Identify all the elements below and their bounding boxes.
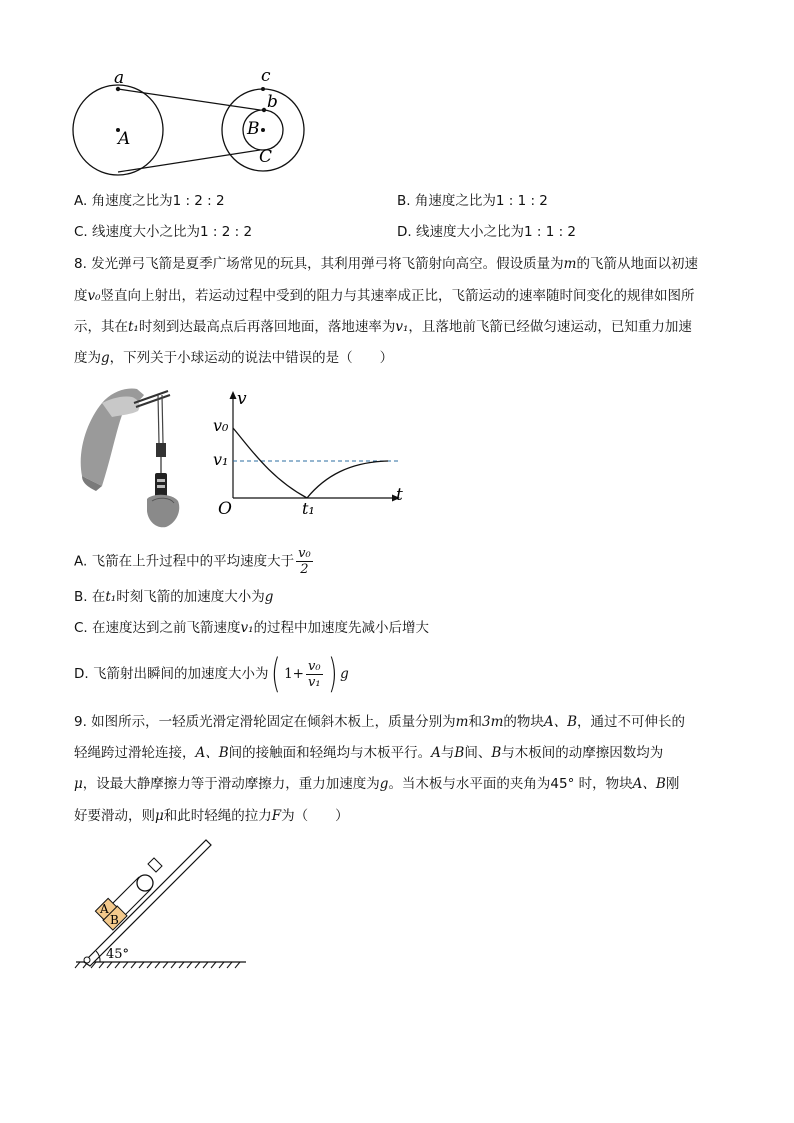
graph-label-v1: v₁	[213, 450, 229, 469]
graph-label-t1: t₁	[302, 499, 315, 518]
fraction-v0-over-2: $\frac{\text{v₀}}{2}$	[298, 546, 311, 577]
v-axis-arrow	[230, 391, 237, 399]
q8-option-d: D. 飞箭射出瞬间的加速度大小为( 1+ $\frac{\text{v₀}}{\text{v₁}}$ ) g	[74, 651, 349, 697]
rise-curve	[233, 428, 307, 498]
q9-stem-line1: 9. 如图所示，一轻质光滑定滑轮固定在倾斜木板上，质量分别为m和3m的物块A、B，通过不可伸长的	[74, 714, 686, 730]
belt-drive-figure	[70, 62, 310, 182]
hinge	[84, 957, 90, 963]
label-b: b	[267, 92, 278, 112]
q7-option-a: A. 角速度之比为1 : 2 : 2	[74, 193, 225, 209]
point-B-center	[261, 128, 265, 132]
q9-stem-line2: 轻绳跨过滑轮连接，A、B间的接触面和轻绳均与木板平行。A与B间、B与木板间的动摩擦因数均为	[74, 745, 664, 761]
label-c: c	[261, 66, 271, 86]
incline-pulley-figure	[70, 834, 250, 974]
q8-stem-line4: 度为g，下列关于小球运动的说法中错误的是（ ）	[74, 350, 394, 366]
graph-label-t: t	[396, 485, 403, 505]
label-a: a	[114, 68, 125, 88]
q7-option-b: B. 角速度之比为1 : 1 : 2	[397, 193, 548, 209]
label-A: A	[118, 129, 131, 149]
fall-curve	[307, 461, 388, 498]
q7-option-c: C. 线速度大小之比为1 : 2 : 2	[74, 224, 253, 240]
pulley-bracket	[148, 858, 162, 872]
point-c	[261, 87, 265, 91]
pulley	[137, 875, 153, 891]
fraction-v0-over-v1: $\frac{\text{v₀}}{\text{v₁}}$	[308, 658, 321, 690]
q8-stem-line1: 8. 发光弹弓飞箭是夏季广场常见的玩具，其利用弹弓将飞箭射向高空。假设质量为m的飞箭从地面以初速	[74, 256, 698, 272]
q8-option-a: A. 飞箭在上升过程中的平均速度大于 $\frac{\text{v₀}}{2}$	[74, 546, 311, 577]
graph-label-O: O	[218, 499, 232, 518]
q8-option-b: B. 在t₁时刻飞箭的加速度大小为g	[74, 589, 274, 605]
q8-stem-line3: 示，其在t₁时刻到达最高点后再落回地面，落地速率为v₁，且落地前飞箭已经做匀速运动，已知重力加速	[74, 319, 692, 335]
angle-label: 45°	[106, 947, 130, 962]
label-C: C	[259, 147, 273, 167]
belt-top	[118, 89, 260, 110]
label-B: B	[247, 119, 260, 139]
graph-label-v: v	[237, 389, 247, 409]
q7-option-d: D. 线速度大小之比为1 : 1 : 2	[397, 224, 577, 240]
q9-stem-line3: μ，设最大静摩擦力等于滑动摩擦力，重力加速度为g。当木板与水平面的夹角为45° 时，物块A、B刚	[74, 776, 680, 792]
ground-hatching	[75, 962, 240, 968]
belt-bottom	[118, 150, 260, 172]
q9-stem-line4: 好要滑动，则μ和此时轻绳的拉力F为（ ）	[74, 808, 349, 824]
slingshot-photo	[72, 381, 192, 531]
block-label-B: B	[110, 913, 119, 927]
block-label-A: A	[100, 902, 109, 916]
graph-label-v0: v₀	[213, 416, 229, 435]
q8-option-c: C. 在速度达到之前飞箭速度v₁的过程中加速度先减小后增大	[74, 620, 430, 636]
point-b	[262, 108, 266, 112]
velocity-time-graph	[210, 388, 410, 518]
q8-stem-line2: 度v₀竖直向上射出，若运动过程中受到的阻力与其速率成正比，飞箭运动的速率随时间变化的规律如图所	[74, 288, 695, 304]
